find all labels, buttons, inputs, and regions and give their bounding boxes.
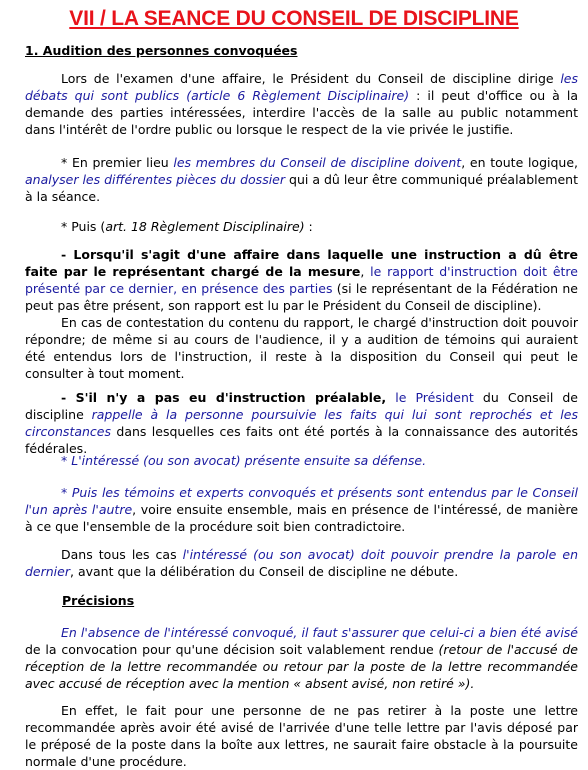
- emphasis-run: analyser les différentes pièces du dossier: [25, 172, 286, 187]
- emphasis-run: les débats qui sont publics (article 6 Règlement Disciplinaire): [25, 71, 578, 103]
- text-run: * En premier lieu: [61, 155, 174, 170]
- text-run: qui a dû leur être communiqué préalablement à la séance.: [25, 172, 578, 204]
- paragraph-temoins: [25, 484, 578, 535]
- emphasis-run: * Puis les témoins et experts convoqués et présents sont entendus par le Conseil l'un après l'autre: [25, 485, 578, 517]
- italic-run: (retour de l'accusé de réception de la lettre recommandée ou retour par la poste de la lettre recommandée avec accusé de réception avec la mention « absent avisé, non retiré »).: [25, 642, 578, 691]
- emphasis-run: rappelle à la personne poursuivie les faits qui lui sont reprochés et les circonstances: [25, 407, 578, 439]
- paragraph-contestation: En cas de contestation du contenu du rapport, le chargé d'instruction doit pouvoir répondre; de même si au cours de l'audience, il y a audition de témoins qui auraient été entendus lors de l'instruction, il reste à la disposition du Conseil qui peut le consulter à tout moment.: [25, 315, 578, 381]
- text-run: : il peut d'office ou à la demande des parties intéressées, interdire l'accès de la salle au public notamment dans l'intérêt de l'ordre public ou lorsque le respect de la vie privée le justifie.: [25, 88, 579, 137]
- emphasis-run: l'intéressé (ou son avocat) doit pouvoir prendre la parole en dernier: [25, 547, 578, 579]
- paragraph-en-effet: En effet, le fait pour une personne de ne pas retirer à la poste une lettre recommandée après avoir été avisé de l'arrivée d'une telle lettre par l'avis déposé par le préposé de la poste dans la boîte aux lettres, ne saurait faire obstacle à la poursuite normale d'une procédure.: [25, 703, 578, 769]
- paragraph-sans-instruction: [25, 389, 578, 457]
- section-heading: 1. Audition des personnes convoquées: [25, 43, 298, 58]
- text-run: de la convocation pour qu'une décision soit valablement rendue: [25, 642, 439, 657]
- paragraph-puis: [25, 218, 578, 235]
- text-run: , en toute logique,: [461, 155, 579, 170]
- text-run: * Puis (: [61, 219, 106, 234]
- text-run: Lors de l'examen d'une affaire, le Président du Conseil de discipline dirige: [61, 71, 561, 86]
- text-run: :: [304, 219, 313, 234]
- paragraph-parole-dernier: [25, 546, 578, 580]
- bold-run: - Lorsqu'il s'agit d'une affaire dans laquelle une instruction a dû être faite par le représentant chargé de la mesure: [25, 247, 578, 279]
- emphasis-run: art. 18 Règlement Disciplinaire): [105, 219, 305, 234]
- emphasis-run: En l'absence de l'intéressé convoqué, il faut s'assurer que celui-ci a bien été avisé: [61, 625, 578, 640]
- text-run: (si le représentant de la Fédération ne peut pas être présent, son rapport est lu par le Président du Conseil de discipline).: [25, 281, 578, 313]
- paragraph-instruction: [25, 246, 578, 314]
- paragraph-membres-conseil: [25, 154, 578, 205]
- emphasis-run: le Président: [386, 390, 474, 405]
- text-run: , voire ensuite ensemble, mais en présence de l'intéressé, de manière à ce que l'ensemble de la procédure soit bien contradictoire.: [25, 502, 579, 534]
- emphasis-run: le rapport d'instruction doit être présenté par ce dernier, en présence des parties: [25, 264, 578, 296]
- text-run: du Conseil de discipline: [25, 390, 579, 422]
- emphasis-run: les membres du Conseil de discipline doivent: [173, 155, 462, 170]
- paragraph-debats-publics: [25, 70, 578, 138]
- precisions-heading: Précisions: [62, 593, 135, 608]
- text-run: dans lesquelles ces faits ont été portés à la connaissance des autorités fédérales.: [25, 424, 578, 456]
- text-run: ,: [360, 264, 371, 279]
- paragraph-absence: [25, 624, 578, 692]
- paragraph-defense: * L'intéressé (ou son avocat) présente ensuite sa défense.: [61, 453, 427, 468]
- text-run: Dans tous les cas: [61, 547, 183, 562]
- bold-run: - S'il n'y a pas eu d'instruction préalable,: [61, 390, 387, 405]
- text-run: , avant que la délibération du Conseil de discipline ne débute.: [70, 564, 459, 579]
- page-title: VII / LA SEANCE DU CONSEIL DE DISCIPLINE: [69, 7, 519, 30]
